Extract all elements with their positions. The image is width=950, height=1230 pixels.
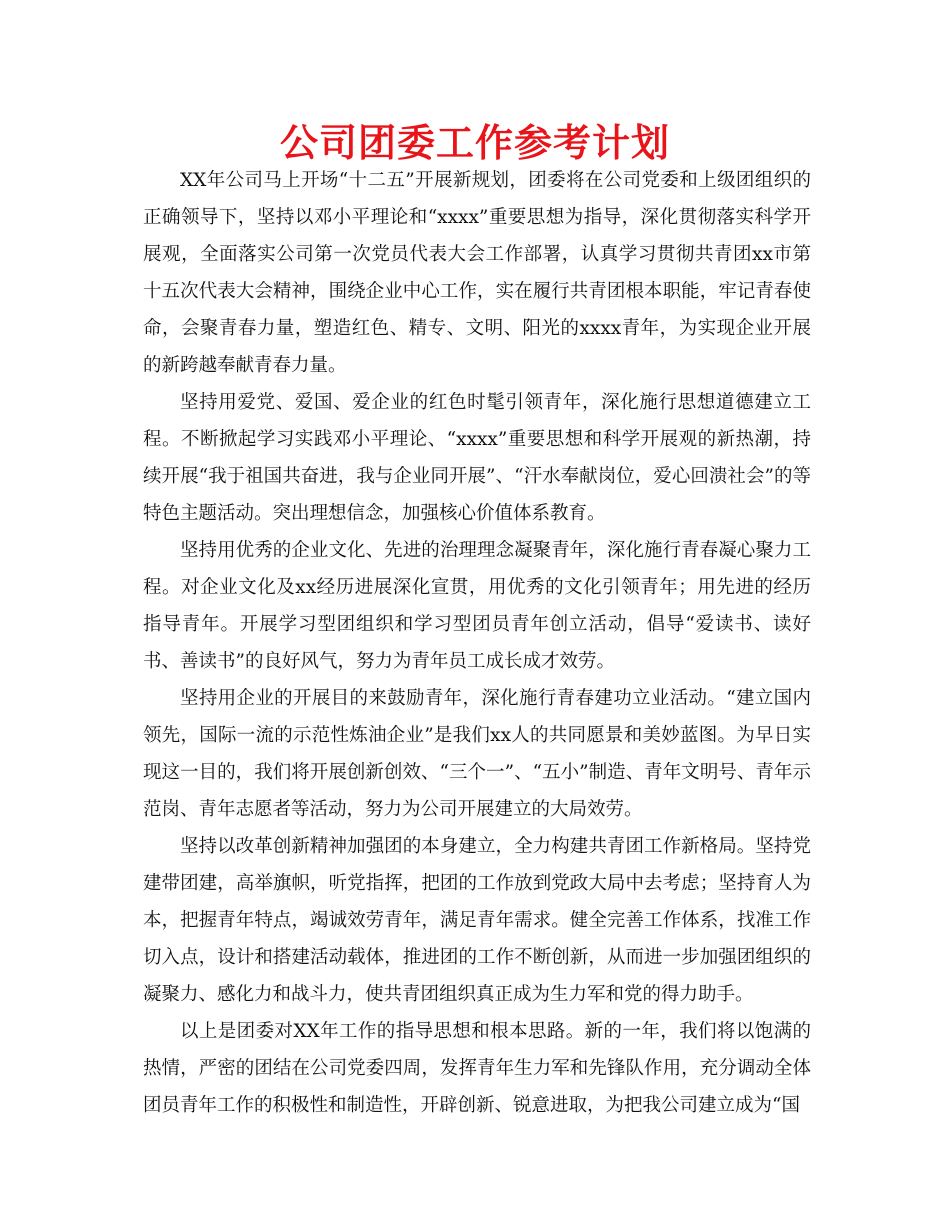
paragraph-6: 以上是团委对XX年工作的指导思想和根本思路。新的一年，我们将以饱满的热情，严密的团结在公司党委四周，发挥青年生力军和先锋队作用，充分调动全体团员青年工作的积极性和制造性，开辟创新、锐意进取，为把我公司建立成为“国	[143, 1021, 811, 1116]
paragraph-5: 坚持以改革创新精神加强团的本身建立，全力构建共青团工作新格局。坚持党建带团建，高举旗帜，听党指挥，把团的工作放到党政大局中去考虑；坚持育人为本，把握青年特点，竭诚效劳青年，满足青年需求。健全完善工作体系，找准工作切入点，设计和搭建活动载体，推进团的工作不断创新，从而进一步加强团组织的凝聚力、感化力和战斗力，使共青团组织真正成为生力军和党的得力助手。	[143, 836, 811, 1005]
paragraph-3: 坚持用优秀的企业文化、先进的治理理念凝聚青年，深化施行青春凝心聚力工程。对企业文化及xx经历进展深化宣贯，用优秀的文化引领青年；用先进的经历指导青年。开展学习型团组织和学习型团员青年创立活动，倡导“爱读书、读好书、善读书”的良好风气，努力为青年员工成长成才效劳。	[143, 540, 811, 672]
paragraph-2: 坚持用爱党、爱国、爱企业的红色时髦引领青年，深化施行思想道德建立工程。不断掀起学习实践邓小平理论、“xxxx”重要思想和科学开展观的新热潮，持续开展“我于祖国共奋进，我与企业同开展”、“汗水奉献岗位，爱心回溃社会”的等特色主题活动。突出理想信念，加强核心价值体系教育。	[143, 392, 811, 524]
paragraph-1: XX年公司马上开场“十二五”开展新规划，团委将在公司党委和上级团组织的正确领导下，坚持以邓小平理论和“xxxx”重要思想为指导，深化贯彻落实科学开展观，全面落实公司第一次党员代表大会工作部署，认真学习贯彻共青团xx市第十五次代表大会精神，围绕企业中心工作，实在履行共青团根本职能，牢记青春使命，会聚青春力量，塑造红色、精专、文明、阳光的xxxx青年，为实现企业开展的新跨越奉献青春力量。	[143, 170, 811, 376]
paragraph-4: 坚持用企业的开展目的来鼓励青年，深化施行青春建功立业活动。“建立国内领先，国际一流的示范性炼油企业”是我们xx人的共同愿景和美妙蓝图。为早日实现这一目的，我们将开展创新创效、“三个一”、“五小”制造、青年文明号、青年示范岗、青年志愿者等活动，努力为公司开展建立的大局效劳。	[143, 688, 811, 820]
document-body	[143, 162, 811, 1124]
document-title: 公司团委工作参考计划	[279, 121, 670, 165]
